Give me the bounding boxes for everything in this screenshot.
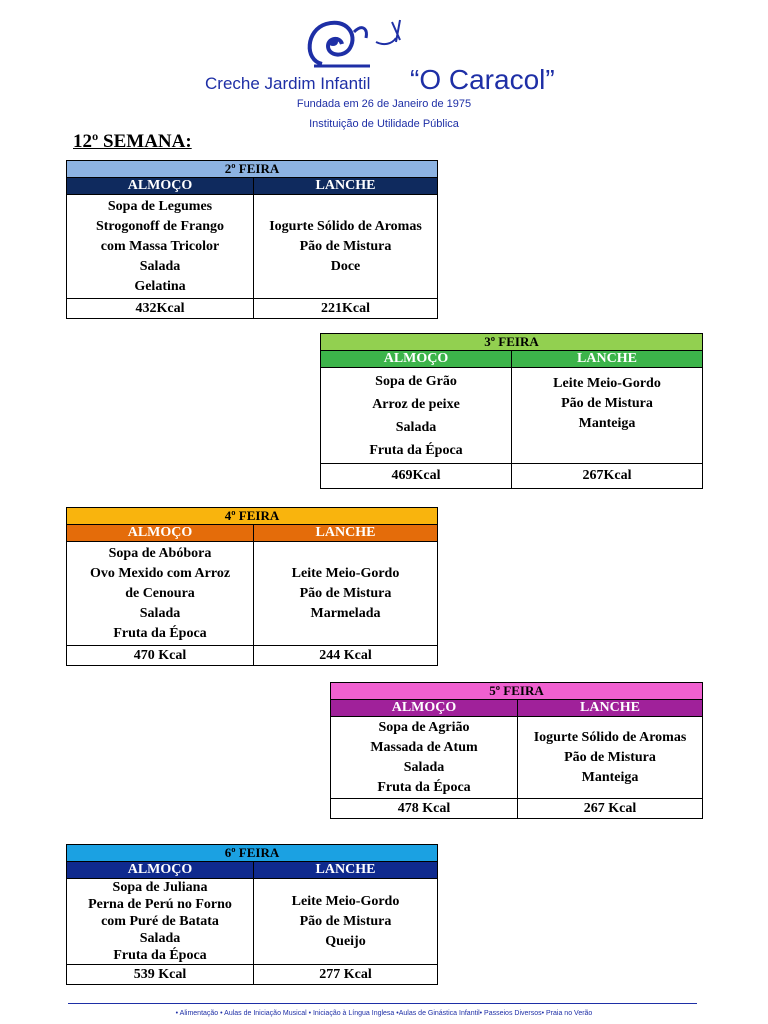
menu-item: com Massa Tricolor	[100, 238, 220, 254]
menu-table-wednesday	[66, 507, 438, 666]
lunch-kcal: 432Kcal	[67, 299, 254, 319]
menu-item: Salada	[139, 931, 181, 946]
menu-item: Pão de Mistura	[299, 238, 392, 254]
lunch-kcal: 539 Kcal	[67, 965, 254, 985]
snack-header: LANCHE	[254, 525, 438, 542]
snack-header: LANCHE	[518, 700, 703, 717]
menu-item: Salada	[139, 605, 181, 621]
lunch-header: ALMOÇO	[67, 525, 254, 542]
menu-item: Sopa de Juliana	[112, 880, 208, 895]
snack-kcal: 277 Kcal	[254, 965, 438, 985]
menu-item: Pão de Mistura	[561, 396, 653, 411]
day-title: 2º FEIRA	[67, 161, 438, 178]
menu-item: com Puré de Batata	[101, 914, 219, 929]
snack-kcal: 267 Kcal	[518, 799, 703, 819]
snack-items	[254, 542, 438, 646]
snack-items	[254, 879, 438, 965]
lunch-header: ALMOÇO	[331, 700, 518, 717]
menu-item: Manteiga	[581, 769, 639, 785]
menu-item: Leite Meio-Gordo	[553, 376, 661, 391]
lunch-header: ALMOÇO	[67, 178, 254, 195]
menu-item: Sopa de Grão	[375, 373, 457, 389]
menu-item: Pão de Mistura	[564, 749, 656, 765]
menu-item: Perna de Perú no Forno	[88, 897, 232, 912]
snack-kcal: 244 Kcal	[254, 646, 438, 666]
menu-item: Ovo Mexido com Arroz	[89, 565, 231, 581]
day-title: 3º FEIRA	[321, 334, 703, 351]
menu-item: Fruta da Época	[377, 779, 471, 795]
menu-item: Salada	[395, 419, 437, 435]
menu-item: Leite Meio-Gordo	[291, 565, 400, 581]
snack-kcal: 267Kcal	[512, 464, 703, 489]
day-title: 4º FEIRA	[67, 508, 438, 525]
snail-logo-icon	[300, 12, 420, 72]
menu-item: Sopa de Agrião	[378, 719, 470, 735]
snack-items	[518, 717, 703, 799]
menu-item: Manteiga	[578, 416, 636, 431]
menu-item: de Cenoura	[125, 585, 195, 601]
snack-header: LANCHE	[512, 351, 703, 368]
lunch-kcal: 469Kcal	[321, 464, 512, 489]
snack-header: LANCHE	[254, 178, 438, 195]
footer-divider	[68, 1003, 697, 1004]
menu-table-tuesday	[320, 333, 703, 489]
menu-table-friday	[66, 844, 438, 985]
lunch-kcal: 478 Kcal	[331, 799, 518, 819]
lunch-kcal: 470 Kcal	[67, 646, 254, 666]
menu-item: Strogonoff de Frango	[95, 218, 225, 234]
menu-item: Salada	[139, 258, 181, 274]
menu-table-thursday	[330, 682, 703, 819]
lunch-header: ALMOÇO	[67, 862, 254, 879]
lunch-items	[67, 542, 254, 646]
menu-item: Doce	[330, 258, 361, 274]
menu-item: Gelatina	[134, 278, 186, 294]
org-name: Creche Jardim Infantil	[205, 74, 371, 93]
lunch-items	[331, 717, 518, 799]
footer-activities: • Alimentação • Aulas de Iniciação Musical • Iniciação à Língua Inglesa •Aulas de Ginástica Infantil• Passeios Diversos• Praia no Verão	[175, 1010, 593, 1017]
menu-item: Salada	[403, 759, 445, 775]
snack-items	[512, 368, 703, 464]
day-title: 5º FEIRA	[331, 683, 703, 700]
menu-item: Iogurte Sólido de Aromas	[533, 729, 687, 745]
lunch-header: ALMOÇO	[321, 351, 512, 368]
menu-table-monday	[66, 160, 438, 319]
menu-item: Pão de Mistura	[299, 585, 392, 601]
menu-item: Iogurte Sólido de Aromas	[269, 218, 422, 234]
snack-items	[254, 195, 438, 299]
menu-item: Massada de Atum	[370, 739, 478, 755]
menu-item: Pão de Mistura	[299, 913, 392, 929]
founded-date: Fundada em 26 de Janeiro de 1975	[296, 98, 472, 110]
lunch-items	[67, 195, 254, 299]
week-title: 12º SEMANA:	[73, 131, 192, 152]
lunch-items	[321, 368, 512, 464]
org-name-caracol: “O Caracol”	[410, 64, 555, 95]
menu-item: Fruta da Época	[369, 442, 463, 458]
institution-status: Instituição de Utilidade Pública	[309, 118, 459, 130]
snack-header: LANCHE	[254, 862, 438, 879]
menu-item: Sopa de Legumes	[107, 198, 213, 214]
menu-item: Arroz de peixe	[372, 396, 460, 412]
menu-item: Marmelada	[310, 605, 381, 621]
menu-item: Leite Meio-Gordo	[291, 893, 400, 909]
menu-item: Queijo	[325, 933, 366, 949]
day-title: 6º FEIRA	[67, 845, 438, 862]
lunch-items	[67, 879, 254, 965]
snack-kcal: 221Kcal	[254, 299, 438, 319]
menu-item: Sopa de Abóbora	[108, 545, 212, 561]
menu-item: Fruta da Época	[113, 625, 207, 641]
menu-item: Fruta da Época	[113, 948, 207, 963]
